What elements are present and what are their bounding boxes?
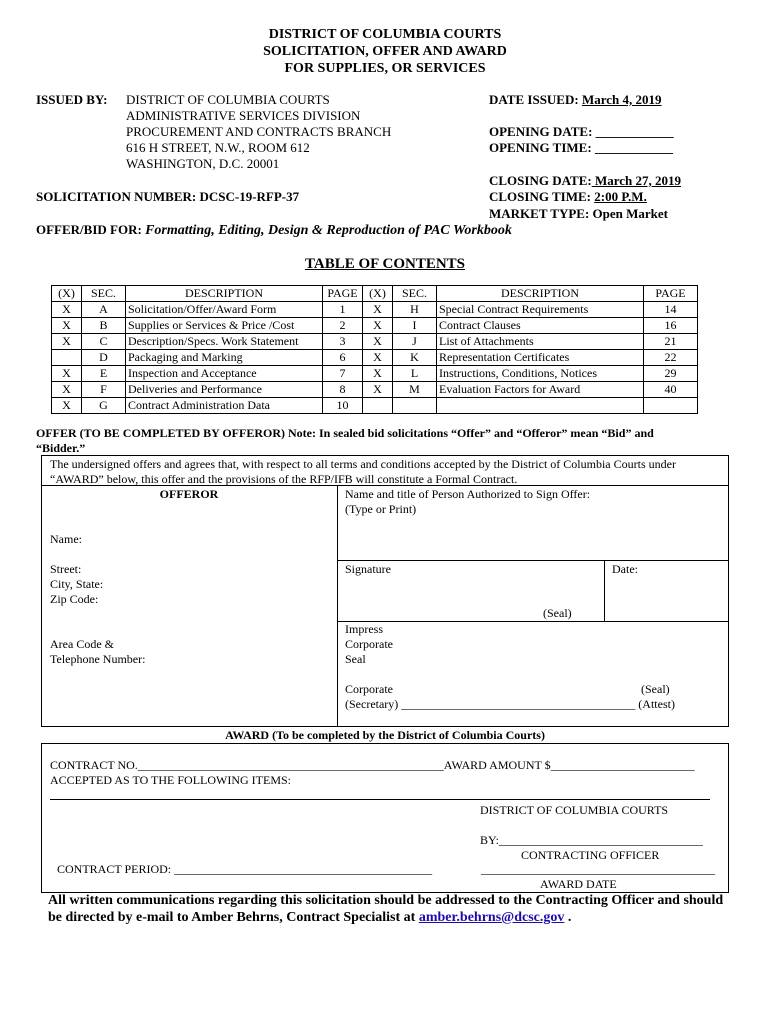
toc-header: (X) [52,286,82,302]
impress-line1: Impress [345,622,383,636]
zip-code-field[interactable]: Zip Code: [50,592,99,606]
toc-cell: Packaging and Marking [126,350,323,366]
toc-cell: 29 [644,366,698,382]
toc-cell: X [363,350,393,366]
toc-cell: 10 [323,398,363,414]
issued-line: WASHINGTON, D.C. 20001 [126,156,280,171]
solicitation-number: SOLICITATION NUMBER: DCSC-19-RFP-37 [36,189,300,204]
divider [604,560,605,622]
toc-cell: Deliveries and Performance [126,382,323,398]
toc-cell: X [363,382,393,398]
address-fields[interactable] [50,562,103,607]
doc-title-line1: DISTRICT OF COLUMBIA COURTS [268,27,502,42]
toc-cell: Contract Clauses [437,318,644,334]
toc-row [52,382,698,398]
toc-cell: X [363,318,393,334]
toc-header-row [52,286,698,302]
toc-row [52,350,698,366]
toc-cell: 8 [323,382,363,398]
contact-email-link[interactable]: amber.behrns@dcsc.gov [418,910,565,925]
issued-line: 616 H STREET, N.W., ROOM 612 [126,140,310,155]
toc-cell: Special Contract Requirements [437,302,644,318]
toc-cell: H [393,302,437,318]
toc-cell: E [82,366,126,382]
by-signature-field[interactable]: BY:__________________________________ [480,833,703,847]
toc-cell: A [82,302,126,318]
issued-line: DISTRICT OF COLUMBIA COURTS [126,92,330,107]
toc-cell: X [52,318,82,334]
toc-cell: 7 [323,366,363,382]
impress-line2: Corporate [345,637,393,651]
toc-row [52,366,698,382]
offer-for [36,222,512,239]
issued-by-block [126,92,391,172]
contract-no-field[interactable]: CONTRACT NO.___________________________________________________AWARD AMOUNT $________________________ [50,758,695,772]
offeror-label: OFFEROR [159,487,219,501]
offer-for-value: Formatting, Editing, Design & Reproduction of PAC Workbook [145,223,512,238]
corporate-label: Corporate [345,682,393,696]
toc-header: (X) [363,286,393,302]
footer-line2 [48,909,723,926]
date-field[interactable]: Date: [612,562,638,576]
contracting-officer-label: CONTRACTING OFFICER [521,848,660,862]
toc-title: TABLE OF CONTENTS [304,256,466,272]
items-line[interactable] [50,799,710,800]
area-code-label: Area Code & [50,637,114,651]
toc-cell [437,398,644,414]
toc-cell: I [393,318,437,334]
toc-header: SEC. [82,286,126,302]
issued-line: PROCUREMENT AND CONTRACTS BRANCH [126,124,392,139]
name-field[interactable]: Name: [50,532,82,546]
offer-note-line2: “Bidder.” [36,441,86,455]
seal-label: (Seal) [543,606,572,620]
toc-cell [363,398,393,414]
impress-seal-area [345,622,393,667]
issued-line: ADMINISTRATIVE SERVICES DIVISION [126,108,361,123]
toc-header: DESCRIPTION [437,286,644,302]
opening-date-label: OPENING DATE: [489,124,593,139]
toc-cell: M [393,382,437,398]
toc-cell: 16 [644,318,698,334]
toc-cell: 14 [644,302,698,318]
closing-time [489,189,647,205]
toc-cell: K [393,350,437,366]
toc-cell: X [52,302,82,318]
toc-cell: Solicitation/Offer/Award Form [126,302,323,318]
footer-line1: All written communications regarding this solicitation should be addressed to the Contracting Officer and should [48,893,724,908]
toc-header: PAGE [323,286,363,302]
name-title-line1: Name and title of Person Authorized to Sign Offer: [345,487,591,501]
award-date-label: AWARD DATE [540,877,617,891]
offer-for-label: OFFER/BID FOR: [36,222,142,237]
opening-time-value: ____________ [594,140,673,155]
closing-date-label: CLOSING DATE: [489,173,592,188]
doc-title-line3: FOR SUPPLIES, OR SERVICES [284,61,486,76]
toc-cell: List of Attachments [437,334,644,350]
signature-field[interactable]: Signature [345,562,391,576]
closing-time-value: 2:00 P.M. [594,189,647,204]
divider [337,621,728,622]
toc-cell: 21 [644,334,698,350]
toc-header: DESCRIPTION [126,286,323,302]
award-title: AWARD (To be completed by the District of Columbia Courts) [225,728,545,742]
footer-line2-text: be directed by e-mail to Amber Behrns, Contract Specialist at [48,910,419,925]
toc-cell: 1 [323,302,363,318]
toc-row [52,318,698,334]
toc-cell: X [363,302,393,318]
toc-cell: X [52,366,82,382]
toc-cell: X [52,334,82,350]
toc-header: SEC. [393,286,437,302]
corporate-seal: (Seal) [641,682,670,696]
toc-row [52,334,698,350]
toc-cell: L [393,366,437,382]
toc-cell [393,398,437,414]
street-field[interactable]: Street: [50,562,82,576]
toc-cell: C [82,334,126,350]
market-type [489,206,668,222]
toc-cell: 22 [644,350,698,366]
telephone-field[interactable] [50,637,145,667]
opening-date [489,124,674,140]
toc-cell [52,350,82,366]
toc-cell: G [82,398,126,414]
name-title-label [345,487,590,517]
doc-title-line2: SOLICITATION, OFFER AND AWARD [263,44,507,59]
offer-intro-line2: “AWARD” below, this offer and the provisions of the RFP/IFB will constitute a Formal Contract. [50,472,518,486]
date-issued [489,92,662,108]
divider [337,485,338,726]
offer-note [36,426,654,456]
divider [337,560,728,561]
secretary-attest-field[interactable]: (Secretary) _______________________________________ (Attest) [345,697,675,711]
offer-note-line1: OFFER (TO BE COMPLETED BY OFFEROR) Note: In sealed bid solicitations “Offer” and “Offeror” mean “Bid” and [36,426,654,440]
offer-intro-line1: The undersigned offers and agrees that, with respect to all terms and conditions accepted by the District of Columbia Courts under [50,457,676,471]
market-type-value: Open Market [592,206,668,221]
toc-cell: Contract Administration Data [126,398,323,414]
toc-cell: J [393,334,437,350]
toc-cell: X [52,382,82,398]
toc-cell: 3 [323,334,363,350]
toc-cell: X [363,334,393,350]
toc-cell: Evaluation Factors for Award [437,382,644,398]
opening-time [489,140,673,156]
footer-note [48,892,723,926]
divider [41,485,728,486]
date-issued-label: DATE ISSUED: [489,92,579,107]
closing-date-value: March 27, 2019 [591,173,682,188]
toc-cell: B [82,318,126,334]
toc-header: PAGE [644,286,698,302]
toc-cell: F [82,382,126,398]
opening-date-value: ____________ [595,124,674,139]
opening-time-label: OPENING TIME: [489,140,592,155]
toc-cell: Representation Certificates [437,350,644,366]
offer-intro [50,457,676,487]
contract-period-field[interactable]: CONTRACT PERIOD: ___________________________________________ [57,862,433,876]
toc-cell: Supplies or Services & Price /Cost [126,318,323,334]
toc-cell [644,398,698,414]
toc-cell: Description/Specs. Work Statement [126,334,323,350]
toc-table [51,285,698,414]
toc-cell: D [82,350,126,366]
dc-courts-label: DISTRICT OF COLUMBIA COURTS [480,803,669,817]
telephone-label: Telephone Number: [50,652,146,666]
market-type-label: MARKET TYPE: [489,206,590,221]
award-date-field[interactable]: _______________________________________ [481,862,715,876]
toc-row [52,302,698,318]
toc-cell: X [363,366,393,382]
name-title-line2: (Type or Print) [345,502,417,516]
toc-row [52,398,698,414]
closing-time-label: CLOSING TIME: [489,189,591,204]
toc-cell: Instructions, Conditions, Notices [437,366,644,382]
issued-by-label: ISSUED BY: [36,92,108,107]
date-issued-value: March 4, 2019 [581,92,662,107]
toc-cell: 6 [323,350,363,366]
impress-line3: Seal [345,652,366,666]
toc-cell: 2 [323,318,363,334]
toc-cell: Inspection and Acceptance [126,366,323,382]
city-state-field[interactable]: City, State: [50,577,104,591]
accepted-items-label: ACCEPTED AS TO THE FOLLOWING ITEMS: [50,773,292,787]
closing-date [489,173,681,189]
toc-cell: 40 [644,382,698,398]
footer-line2-end: . [564,910,572,925]
toc-cell: X [52,398,82,414]
